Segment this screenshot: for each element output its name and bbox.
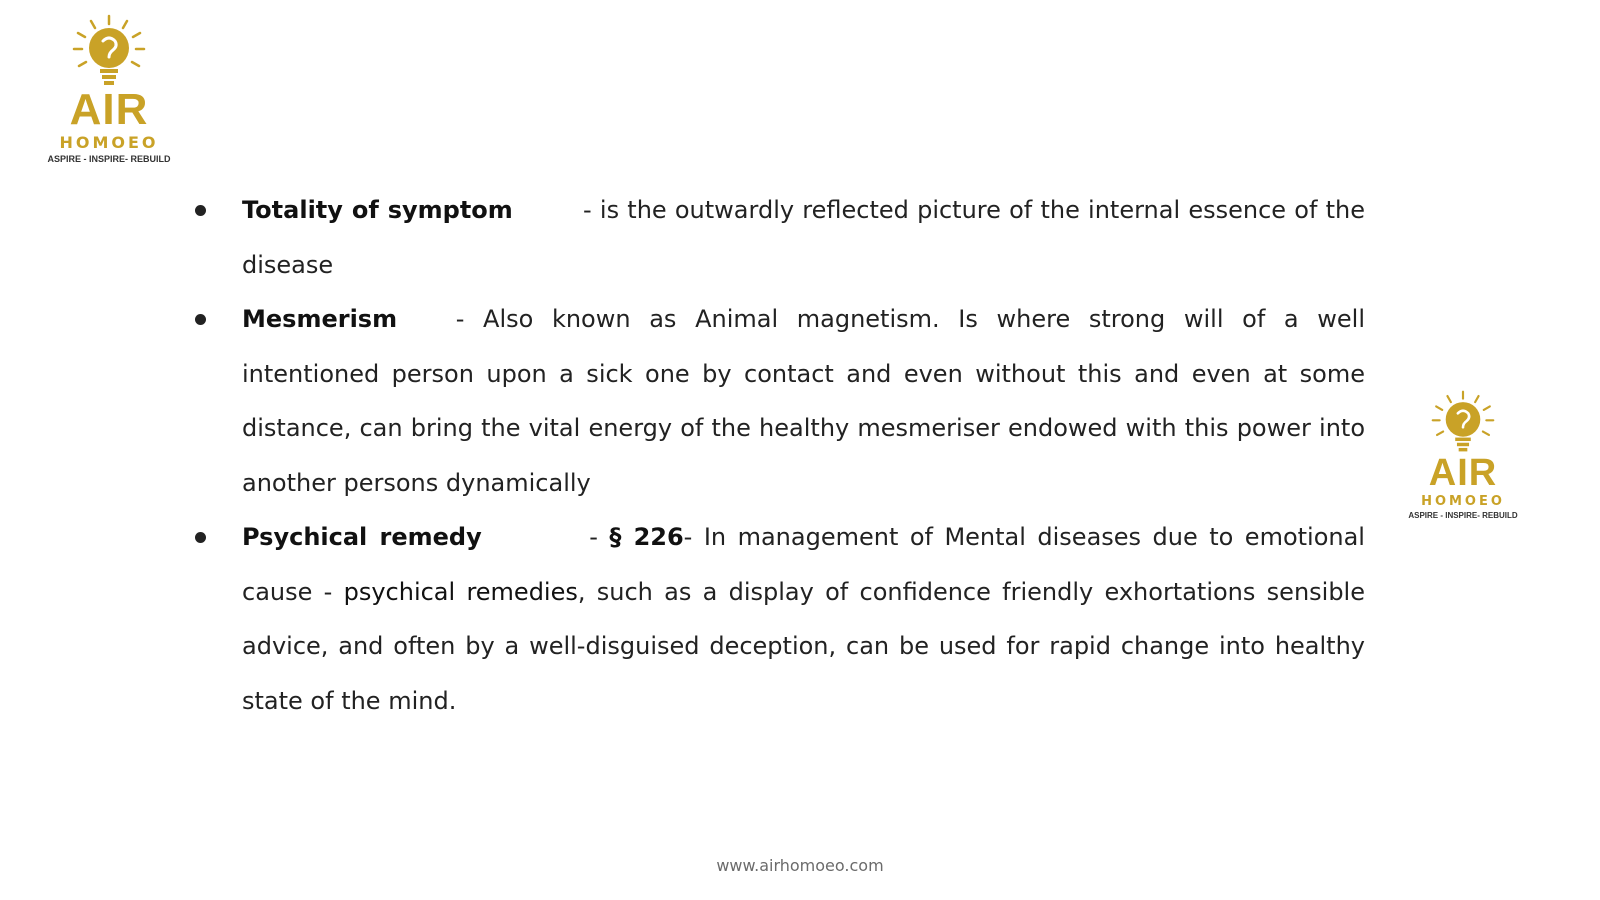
bullet-icon (195, 314, 206, 325)
definitions-list (195, 183, 1365, 728)
bullet-icon (195, 532, 206, 543)
definition-dash: - (589, 523, 598, 551)
brand-sub: HOMOEO (59, 133, 159, 152)
brand-name: AIR (69, 85, 149, 134)
lightbulb-head-icon (69, 14, 149, 88)
brand-tagline: ASPIRE - INSPIRE- REBUILD (47, 154, 171, 164)
term-mesmerism: Mesmerism (242, 305, 398, 333)
brand-name: AIR (1428, 452, 1498, 494)
footer-url: www.airhomoeo.com (716, 856, 884, 875)
term-totality-of-symptom: Totality of symptom (242, 196, 513, 224)
bullet-icon (195, 205, 206, 216)
definition-text: , such as a display of confidence friendly exhortations sensible advice, and often by a well-disguised deception, can be used for rapid change into healthy state of the mind. (242, 577, 1365, 715)
lightbulb-head-icon (1428, 390, 1498, 454)
definition-text: - Also known as Animal magnetism. Is where strong will of a well intentioned person upon a sick one by contact and even without this and even at some distance, can bring the vital energy of the healthy mesmeriser endowed with this power into another persons dynamically (242, 305, 1365, 497)
definition-text: - In management of Mental diseases due to emotional cause - (242, 523, 1365, 606)
list-item (195, 183, 1365, 292)
definition-emphasis: psychical remedies (343, 577, 578, 606)
section-reference: § 226 (609, 523, 684, 551)
brand-logo-side (1408, 390, 1518, 520)
brand-logo-top (44, 14, 174, 164)
list-item (195, 510, 1365, 728)
definition-text: - is the outwardly reflected picture of the internal essence of the disease (242, 196, 1365, 279)
brand-tagline: ASPIRE - INSPIRE- REBUILD (1408, 511, 1518, 520)
list-item (195, 292, 1365, 510)
term-psychical-remedy: Psychical remedy (242, 523, 482, 551)
brand-sub: HOMOEO (1421, 494, 1505, 509)
